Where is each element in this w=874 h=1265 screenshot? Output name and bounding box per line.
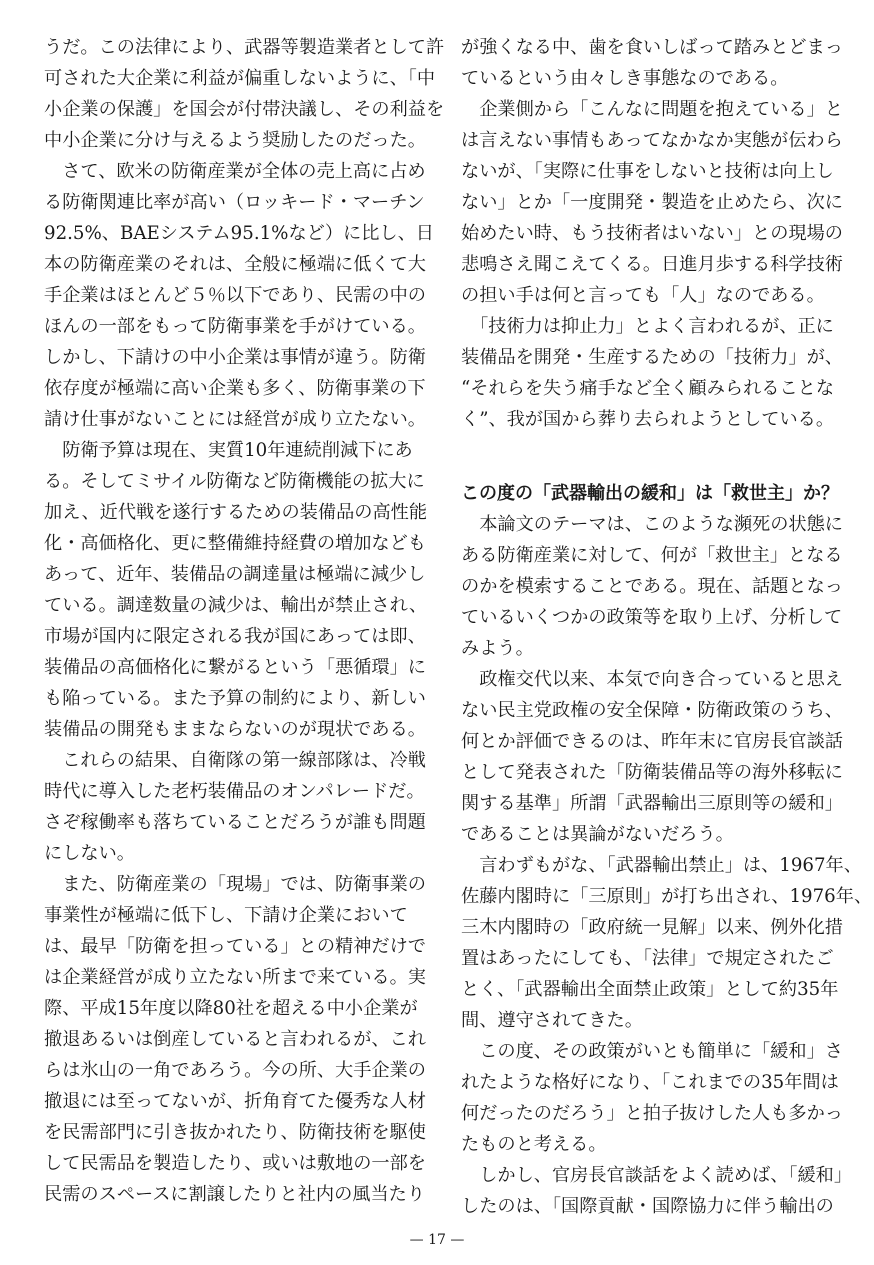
left-column: [44, 32, 445, 1210]
text-line: ている。調達数量の減少は、輸出が禁止され、: [44, 595, 428, 616]
text-line: 化・高価格化、更に整備維持経費の増加なども: [44, 533, 426, 554]
text-line: ない」とか「一度開発・製造を止めたら、次に: [461, 192, 843, 213]
text-line: として発表された「防衛装備品等の海外移転に: [461, 762, 843, 783]
text-line: れたような格好になり、「これまでの35年間は: [461, 1072, 839, 1093]
text-line: 依存度が極端に高い企業も多く、防衛事業の下: [44, 378, 426, 399]
text-line: 始めたい時、もう技術者はいない」との現場の: [461, 223, 843, 244]
text-line: ない民主党政権の安全保障・防衛政策のうち、: [461, 700, 843, 721]
right-column-bottom-text: [461, 509, 873, 1222]
text-line: 撤退には至ってないが、折角育てた優秀な人材: [44, 1091, 426, 1112]
text-line: 置はあったにしても、「法律」で規定されたご: [461, 948, 834, 969]
text-line: 民需のスペースに割譲したりと社内の風当たり: [44, 1184, 426, 1205]
text-line: ないが、「実際に仕事をしないと技術は向上し: [461, 161, 834, 182]
text-line: 小企業の保護」を国会が付帯決議し、その利益を: [44, 99, 445, 120]
text-line: さて、欧米の防衛産業が全体の売上高に占め: [44, 161, 426, 182]
text-line: 間、遵守されてきた。: [461, 1010, 643, 1031]
text-line: したのは、「国際貢献・国際協力に伴う輸出の: [461, 1196, 834, 1217]
page-number: — 17 —: [409, 1232, 465, 1248]
text-line: 政権交代以来、本気で向き合っていると思え: [461, 669, 843, 690]
text-line: みよう。: [461, 638, 534, 659]
text-line: 何とか評価できるのは、昨年末に官房長官談話: [461, 731, 843, 752]
text-line: 何だったのだろう」と拍子抜けした人も多かっ: [461, 1103, 843, 1124]
text-line: 本の防衛産業のそれは、全般に極端に低くて大: [44, 254, 426, 275]
text-line: であることは異論がないだろう。: [461, 824, 734, 845]
text-line: 市場が国内に限定される我が国にあっては即、: [44, 626, 426, 647]
text-line: とく、「武器輸出全面禁止政策」として約35年: [461, 979, 839, 1000]
text-line: しかし、官房長官談話をよく読めば、「緩和」: [461, 1165, 853, 1186]
text-line: この度、その政策がいとも簡単に「緩和」さ: [461, 1041, 843, 1062]
text-line: して民需品を製造したり、或いは敷地の一部を: [44, 1153, 426, 1174]
text-line: 92.5%、BAEシステム95.1%など）に比し、日: [44, 223, 434, 244]
text-line: が強くなる中、歯を食いしばって踏みとどまっ: [461, 37, 843, 58]
text-line: 企業側から「こんなに問題を抱えている」と: [461, 99, 843, 120]
text-line: 悲鳴さえ聞こえてくる。日進月歩する科学技術: [461, 254, 843, 275]
text-line: る。そしてミサイル防衛など防衛機能の拡大に: [44, 471, 425, 492]
text-line: の担い手は何と言っても「人」なのである。: [461, 285, 825, 306]
text-line: は企業経営が成り立たない所まで来ている。実: [44, 967, 426, 988]
text-line: 際、平成15年度以降80社を超える中小企業が: [44, 998, 418, 1019]
text-line: 装備品の高価格化に繋がるという「悪循環」に: [44, 657, 426, 678]
text-line: ある防衛産業に対して、何が「救世主」となる: [461, 545, 843, 566]
text-line: 時代に導入した老朽装備品のオンパレードだ。: [44, 781, 425, 802]
text-line: 「技術力は抑止力」とよく言われるが、正に: [461, 316, 834, 337]
text-line: 本論文のテーマは、このような瀕死の状態に: [461, 514, 843, 535]
right-column-top-text: [461, 32, 843, 435]
text-line: く”、我が国から葬り去られようとしている。: [461, 409, 835, 430]
section-heading: この度の「武器輸出の緩和」は「救世主」か？: [461, 483, 839, 504]
text-line: 佐藤内閣時に「三原則」が打ち出され、1976年、: [461, 886, 873, 907]
text-line: ているという由々しき事態なのである。: [461, 68, 789, 89]
text-line: は言えない事情もあってなかなか実態が伝わら: [461, 130, 843, 151]
text-line: 手企業はほとんど５％以下であり、民需の中の: [44, 285, 426, 306]
text-line: ているいくつかの政策等を取り上げ、分析して: [461, 607, 843, 628]
text-line: “それらを失う痛手など全く顧みられることな: [461, 378, 835, 399]
section-spacer: [461, 435, 825, 466]
text-line: さぞ稼働率も落ちていることだろうが誰も問題: [44, 812, 426, 833]
text-line: あって、近年、装備品の調達量は極端に減少し: [44, 564, 426, 585]
text-line: ほんの一部をもって防衛事業を手がけている。: [44, 316, 426, 337]
text-line: しかし、下請けの中小企業は事情が違う。防衛: [44, 347, 426, 368]
text-line: らは氷山の一角であろう。今の所、大手企業の: [44, 1060, 426, 1081]
text-line: これらの結果、自衛隊の第一線部隊は、冷戦: [44, 750, 426, 771]
text-line: 事業性が極端に低下し、下請け企業において: [44, 905, 408, 926]
text-line: 装備品の開発もままならないのが現状である。: [44, 719, 426, 740]
text-line: 関する基準」所謂「武器輸出三原則等の緩和」: [461, 793, 843, 814]
text-line: 言わずもがな、「武器輸出禁止」は、1967年、: [461, 855, 862, 876]
text-line: にしない。: [44, 843, 135, 864]
text-line: たものと考える。: [461, 1134, 607, 1155]
right-column: [461, 32, 873, 1222]
text-line: のかを模索することである。現在、話題となっ: [461, 576, 843, 597]
text-line: 三木内閣時の「政府統一見解」以来、例外化措: [461, 917, 843, 938]
text-line: 装備品を開発・生産するための「技術力」が、: [461, 347, 843, 368]
text-line: 防衛予算は現在、実質10年連続削減下にあ: [44, 440, 413, 461]
text-line: は、最早「防衛を担っている」との精神だけで: [44, 936, 426, 957]
text-line: うだ。この法律により、武器等製造業者として許: [44, 37, 445, 58]
text-line: 中小企業に分け与えるよう奨励したのだった。: [44, 130, 426, 151]
text-line: る防衛関連比率が高い（ロッキード・マーチン: [44, 192, 425, 213]
text-line: 請け仕事がないことには経営が成り立たない。: [44, 409, 426, 430]
text-line: を民需部門に引き抜かれたり、防衛技術を駆使: [44, 1122, 426, 1143]
text-line: 可された大企業に利益が偏重しないように、「中: [44, 68, 436, 89]
text-line: 加え、近代戦を遂行するための装備品の高性能: [44, 502, 428, 523]
text-line: 撤退あるいは倒産していると言われるが、これ: [44, 1029, 426, 1050]
text-line: も陥っている。また予算の制約により、新しい: [44, 688, 426, 709]
text-line: また、防衛産業の「現場」では、防衛事業の: [44, 874, 426, 895]
